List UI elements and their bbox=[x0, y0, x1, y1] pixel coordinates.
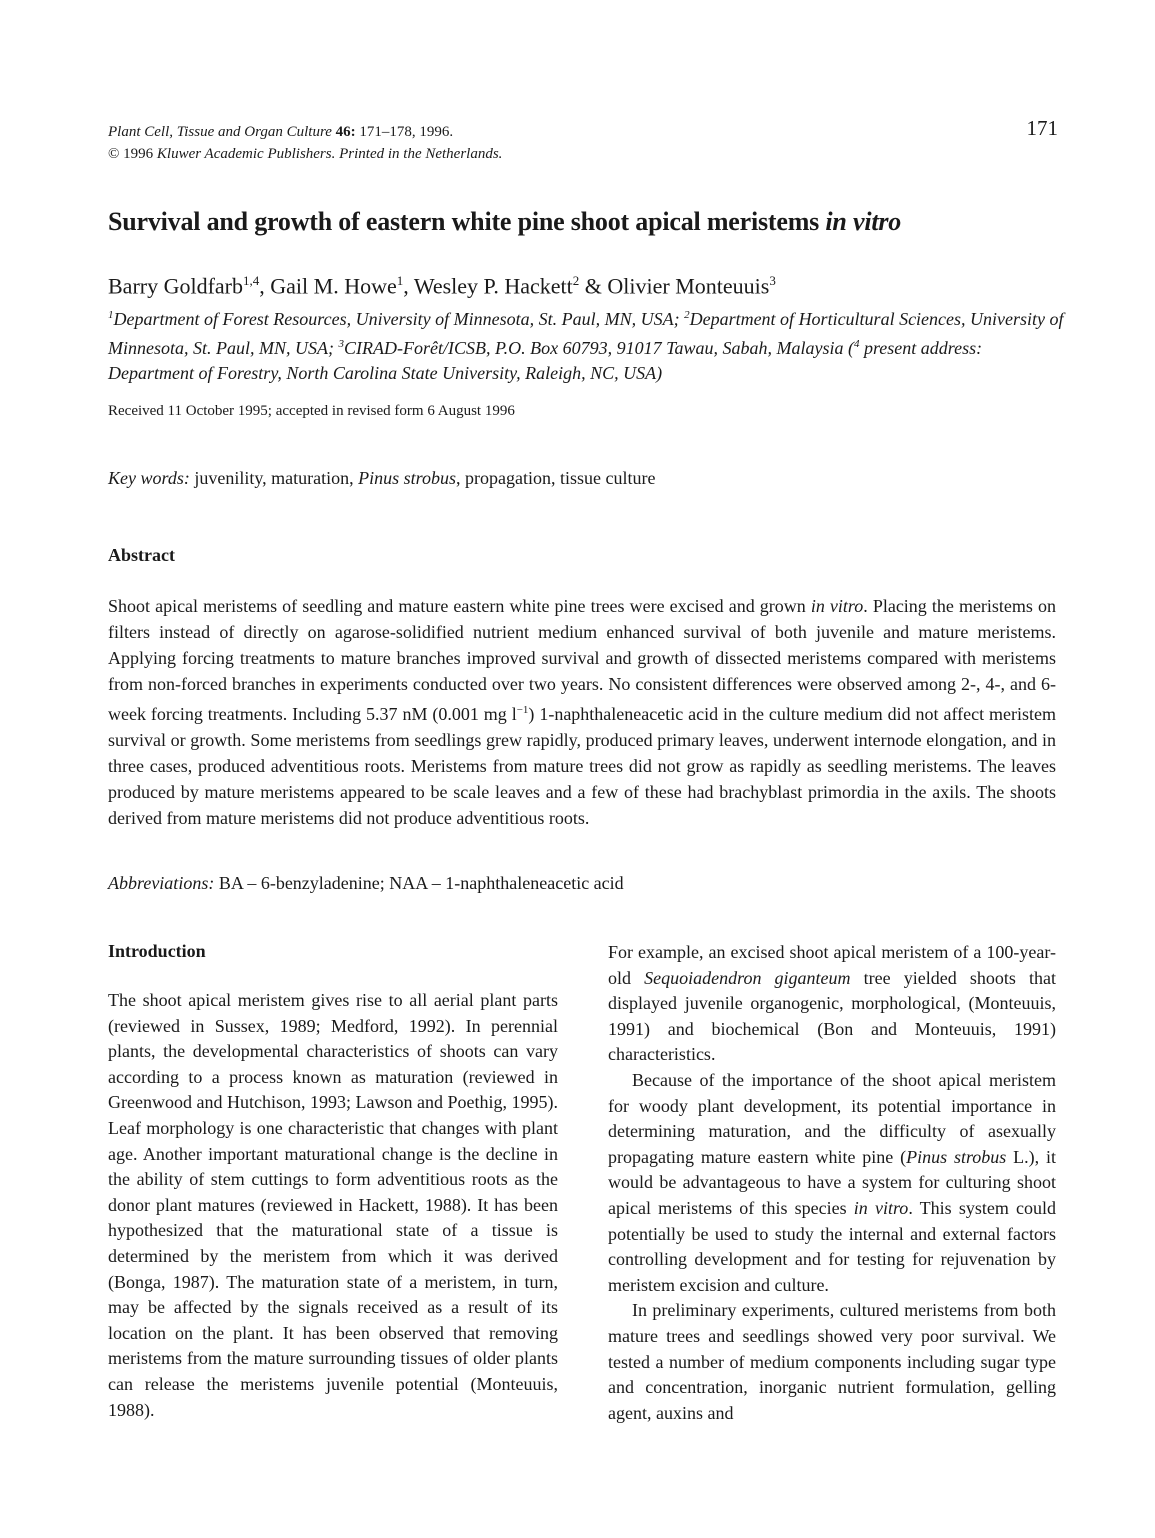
affil-text: Department of Horticultural Sciences, University of Minnesota, St. Paul, MN, USA; bbox=[108, 309, 1064, 358]
intro-paragraph: In preliminary experiments, cultured meristems from both mature trees and seedlings showed very poor survival. We tested a number of medium components including sugar type and concentration, inorganic nutrient formulation, gelling agent, auxins and bbox=[608, 1300, 1056, 1423]
affil-mark: 1 bbox=[108, 309, 114, 321]
author-affil-mark: 3 bbox=[769, 273, 776, 288]
journal-citation bbox=[108, 121, 502, 165]
author-affil-mark: 1,4 bbox=[243, 273, 260, 288]
abstract-italic: in vitro bbox=[810, 596, 864, 616]
left-column bbox=[108, 940, 558, 1423]
text-span: Because of the importance of the shoot apical meristem for woody plant development, its potential importance in determining maturation, and the difficulty of asexually propagating mature eastern white pine ( bbox=[608, 1069, 1056, 1167]
keywords-text: , propagation, tissue culture bbox=[456, 468, 656, 488]
author-name: & Olivier Monteuuis bbox=[579, 273, 770, 299]
publisher: Kluwer Academic Publishers. Printed in the Netherlands. bbox=[156, 146, 503, 162]
affil-text: CIRAD-Forêt/ICSB, P.O. Box 60793, 91017 Tawau, Sabah, Malaysia ( bbox=[343, 338, 854, 358]
abbreviations-text: BA – 6-benzyladenine; NAA – 1-naphthaleneacetic acid bbox=[214, 873, 624, 893]
journal-line-1 bbox=[108, 121, 502, 143]
journal-name: Plant Cell, Tissue and Organ Culture bbox=[108, 124, 332, 140]
abstract-span: . Placing the meristems on filters instead of directly on agarose-solidified nutrient medium enhanced survival of both juvenile and mature meristems. Applying forcing treatments to mature branches improved survival and growth of dissected meristems compared with meristems from non-forced branches in experiments conducted over two years. No consistent differences were observed among 2-, 4-, and 6-week forcing treatments. Including 5.37 nM (0.001 mg l bbox=[108, 596, 1057, 724]
intro-paragraph bbox=[608, 940, 1056, 1068]
affil-text: present address: Department of Forestry, North Carolina State University, Raleigh, NC, USA) bbox=[108, 338, 983, 383]
text-span: L.), it would be advantageous to have a system for culturing shoot apical meristems of this species bbox=[608, 1146, 1056, 1218]
abstract-span: Shoot apical meristems of seedling and mature eastern white pine trees were excised and grown bbox=[108, 596, 811, 616]
received-dates: Received 11 October 1995; accepted in revised form 6 August 1996 bbox=[108, 403, 515, 419]
text-span: tree yielded shoots that displayed juvenile organogenic, morphological, (Monteuuis, 1991) and biochemical (Bon and Monteuuis, 1991) characteristics. bbox=[608, 967, 1056, 1065]
title-main: Survival and growth of eastern white pine shoot apical meristems bbox=[108, 207, 820, 236]
page-number: 171 bbox=[1026, 116, 1058, 140]
text-span: For example, an excised shoot apical meristem of a 100-year-old bbox=[608, 942, 1056, 988]
journal-line-2 bbox=[108, 143, 502, 165]
author-name: , Wesley P. Hackett bbox=[403, 273, 573, 299]
affil-mark: 3 bbox=[338, 338, 344, 350]
introduction-heading: Introduction bbox=[108, 941, 206, 961]
author-affil-mark: 1 bbox=[396, 273, 404, 288]
text-span: . This system could potentially be used to study the internal and external factors controlling development and for testing for rejuvenation by meristem excision and culture. bbox=[608, 1197, 1056, 1295]
abstract-heading: Abstract bbox=[108, 545, 175, 565]
abbreviations bbox=[108, 873, 624, 894]
keywords-species: Pinus strobus bbox=[358, 468, 456, 488]
species-name: Pinus strobus bbox=[906, 1146, 1007, 1167]
affiliations bbox=[108, 303, 1068, 386]
right-column bbox=[608, 940, 1056, 1426]
abbreviations-label: Abbreviations: bbox=[108, 873, 215, 893]
keywords bbox=[108, 468, 655, 489]
affil-mark: 2 bbox=[684, 309, 690, 321]
copyright: © 1996 bbox=[108, 146, 154, 162]
author-name: Barry Goldfarb bbox=[108, 273, 244, 299]
paper-title bbox=[108, 207, 1068, 237]
abstract-span: ) 1-naphthaleneacetic acid in the culture medium did not affect meristem survival or growth. Some meristems from seedlings grew rapidly, produced primary leaves, underwent internode elongation, and in three cases, produced adventitious roots. Meristems from mature trees did not grow as rapidly as seedling meristems. The leaves produced by mature meristems appeared to be scale leaves and a few of these had brachyblast primordia in the axils. The shoots derived from mature meristems did not produce adventitious roots. bbox=[108, 704, 1056, 828]
abstract-sup: −1 bbox=[516, 704, 529, 716]
abstract-text bbox=[108, 593, 1056, 831]
italic-term: in vitro bbox=[853, 1197, 909, 1218]
intro-paragraph bbox=[608, 1068, 1056, 1298]
affil-mark: 4 bbox=[853, 338, 860, 350]
keywords-text: juvenility, maturation, bbox=[189, 468, 359, 488]
title-italic: in vitro bbox=[825, 207, 902, 236]
journal-volume: 46: bbox=[335, 124, 356, 140]
affil-text: Department of Forest Resources, University of Minnesota, St. Paul, MN, USA; bbox=[113, 309, 685, 329]
author-name: , Gail M. Howe bbox=[259, 273, 397, 299]
author-affil-mark: 2 bbox=[572, 273, 580, 288]
author-list bbox=[108, 273, 776, 299]
intro-paragraph: The shoot apical meristem gives rise to all aerial plant parts (reviewed in Sussex, 1989; Medford, 1992). In perennial plants, the developmental characteristics of shoots can vary according to a process known as maturation (reviewed in Greenwood and Hutchison, 1993; Lawson and Poethig, 1995). Leaf morphology is one characteristic that changes with plant age. Another important maturational change is the decline in the ability of stem cuttings to form adventitious roots as the donor plant matures (reviewed in Hackett, 1988). It has been hypothesized that the maturational state of a tissue is determined by the meristem from which it was derived (Bonga, 1987). The maturation state of a meristem, in turn, may be affected by the signals received as a result of its location on the plant. It has been observed that removing meristems from the mature surrounding tissues of older plants can release the meristems juvenile potential (Monteuuis, 1988). bbox=[108, 990, 558, 1420]
journal-pages: 171–178, 1996. bbox=[359, 124, 454, 140]
species-name: Sequoiadendron giganteum bbox=[644, 967, 851, 988]
keywords-label: Key words: bbox=[108, 468, 190, 488]
